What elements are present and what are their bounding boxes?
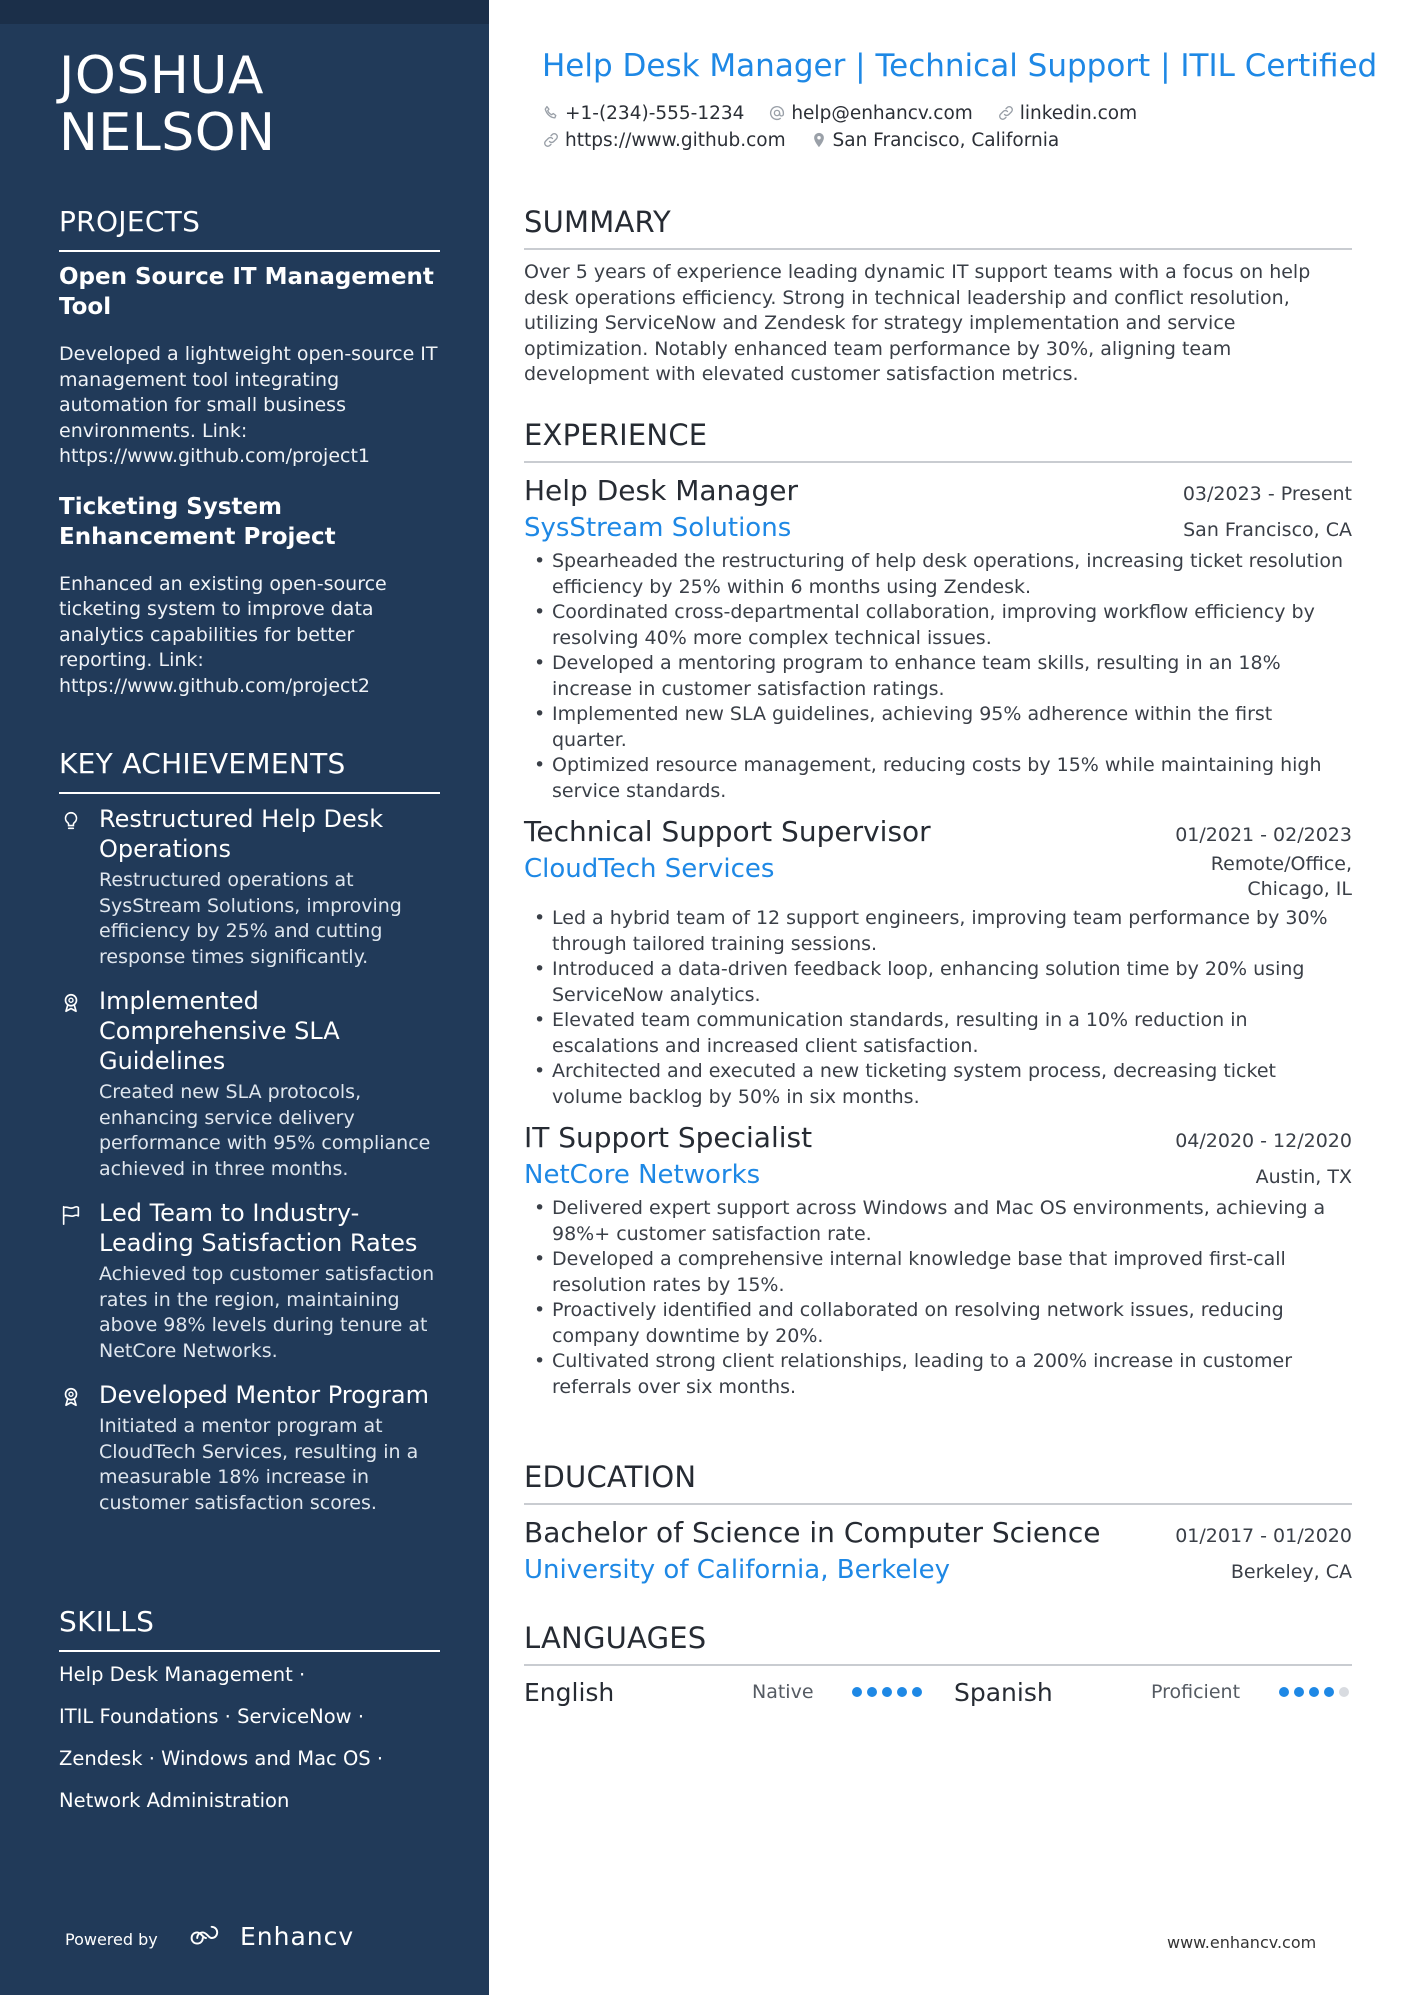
job-header: [524, 471, 1352, 511]
education-title: EDUCATION: [524, 1459, 1352, 1505]
achievement-title: Implemented Comprehensive SLA Guidelines: [99, 987, 340, 1075]
languages-row: [524, 1674, 1352, 1710]
job-title: IT Support Specialist: [524, 1121, 813, 1154]
job-entry: [524, 471, 1352, 804]
achievement-item: [59, 986, 440, 1182]
project-description: Enhanced an existing open-source ticketing system to improve data analytics capabilities for better reporting. Link: https://www.github.com/project2: [59, 572, 387, 697]
contact-github[interactable]: [542, 127, 786, 154]
enhancv-logo-icon: [184, 1922, 234, 1952]
name-last: NELSON: [59, 103, 276, 163]
contact-row: [542, 127, 1362, 154]
achievement-title: Developed Mentor Program: [99, 1381, 429, 1409]
contact-email[interactable]: [768, 100, 972, 127]
job-bullet: • Architected and executed a new ticketing system process, decreasing ticket volume backlog by 50% in six months.: [524, 1059, 1352, 1110]
job-bullet: • Coordinated cross-departmental collaboration, improving workflow efficiency by resolving 40% more complex technical issues.: [524, 600, 1352, 651]
job-location: Austin, TX: [1255, 1166, 1352, 1188]
rating-dot-filled: [1294, 1687, 1304, 1697]
rating-dot-filled: [1324, 1687, 1334, 1697]
language-level: Native: [752, 1681, 814, 1703]
language-level: Proficient: [1151, 1681, 1241, 1703]
contact-linkedin[interactable]: [997, 100, 1137, 127]
achievement-item: [59, 1198, 440, 1364]
job-subheader: [524, 1158, 1352, 1192]
sidebar: [0, 0, 489, 1995]
link-icon: [542, 131, 560, 149]
achievement-description: Created new SLA protocols, enhancing service delivery performance with 95% compliance achieved in three months.: [99, 1081, 431, 1180]
job-bullets: [524, 549, 1352, 804]
github-text: https://www.github.com: [565, 130, 786, 151]
contact-phone[interactable]: [542, 100, 744, 127]
company-name[interactable]: CloudTech Services: [524, 854, 775, 884]
job-bullets: [524, 906, 1352, 1110]
company-name[interactable]: NetCore Networks: [524, 1160, 761, 1190]
job-bullet: • Implemented new SLA guidelines, achieving 95% adherence within the first quarter.: [524, 702, 1352, 753]
job-location-line: Remote/Office,: [1210, 853, 1352, 875]
flag-icon: [60, 1204, 82, 1226]
projects-title: PROJECTS: [59, 204, 440, 252]
at-icon: [768, 104, 786, 122]
education-date: 01/2017 - 01/2020: [1175, 1525, 1352, 1547]
job-subheader: [524, 511, 1352, 545]
summary-section: [524, 204, 1352, 388]
education-header: [524, 1513, 1352, 1553]
achievements-title: KEY ACHIEVEMENTS: [59, 746, 440, 794]
achievements-section: [59, 746, 440, 1532]
job-header: [524, 1118, 1352, 1158]
language-rating: [852, 1687, 922, 1697]
language-item: [524, 1678, 954, 1707]
project-item: [59, 492, 440, 700]
achievement-title: Restructured Help Desk Operations: [99, 805, 384, 863]
language-name: Spanish: [954, 1677, 1053, 1707]
project-description: Developed a lightweight open-source IT management tool integrating automation for small business environments. Link: https://www.github.com/project1: [59, 343, 438, 467]
job-entry: [524, 812, 1352, 1110]
job-bullet: • Cultivated strong client relationships, leading to a 200% increase in customer referrals over six months.: [524, 1349, 1352, 1400]
job-subheader: [524, 852, 1352, 902]
job-bullet: • Led a hybrid team of 12 support engineers, improving team performance by 30% through tailored training sessions.: [524, 906, 1352, 957]
skill-line: Zendesk · Windows and Mac OS ·: [59, 1747, 384, 1770]
achievement-description: Restructured operations at SysStream Solutions, improving efficiency by 25% and cutting response times significantly.: [99, 869, 402, 968]
school-name[interactable]: University of California, Berkeley: [524, 1555, 950, 1585]
job-bullet: • Developed a mentoring program to enhance team skills, resulting in an 18% increase in customer satisfaction ratings.: [524, 651, 1352, 702]
education-location: Berkeley, CA: [1230, 1561, 1352, 1583]
job-bullet: • Delivered expert support across Windows and Mac OS environments, achieving a 98%+ customer satisfaction rate.: [524, 1196, 1352, 1247]
link-icon: [997, 104, 1015, 122]
email-text: help@enhancv.com: [791, 103, 973, 124]
achievement-title: Led Team to Industry-Leading Satisfaction Rates: [99, 1199, 418, 1257]
sidebar-top-band: [0, 0, 489, 24]
job-date: 01/2021 - 02/2023: [1175, 824, 1352, 846]
rating-dot-filled: [912, 1687, 922, 1697]
job-bullet: • Elevated team communication standards, resulting in a 10% reduction in escalations and increased client satisfaction.: [524, 1008, 1352, 1059]
award-icon: [60, 992, 82, 1014]
degree-title: Bachelor of Science in Computer Science: [524, 1516, 1101, 1549]
achievement-description: Initiated a mentor program at CloudTech Services, resulting in a measurable 18% increase in customer satisfaction scores.: [99, 1415, 419, 1514]
project-item: [59, 262, 440, 470]
experience-section: [524, 417, 1352, 1400]
rating-dot-filled: [852, 1687, 862, 1697]
summary-title: SUMMARY: [524, 204, 1352, 250]
skill-line: Help Desk Management ·: [59, 1663, 306, 1686]
headline: Help Desk Manager | Technical Support | ITIL Certified: [542, 48, 1378, 84]
projects-section: [59, 204, 440, 721]
project-title: Open Source IT Management Tool: [59, 264, 434, 320]
skills-title: SKILLS: [59, 1604, 440, 1652]
contact-info: [542, 100, 1362, 154]
project-title: Ticketing System Enhancement Project: [59, 493, 336, 550]
rating-dot-filled: [1279, 1687, 1289, 1697]
job-location: San Francisco, CA: [1183, 519, 1352, 541]
skill-line: Network Administration: [59, 1789, 290, 1812]
job-date: 04/2020 - 12/2020: [1175, 1130, 1352, 1152]
job-bullet: • Introduced a data-driven feedback loop, enhancing solution time by 20% using ServiceNow analytics.: [524, 957, 1352, 1008]
rating-dot-filled: [882, 1687, 892, 1697]
skills-section: [59, 1604, 440, 1822]
job-location-line: Chicago, IL: [1247, 878, 1352, 900]
job-date: 03/2023 - Present: [1182, 483, 1352, 505]
name-first: JOSHUA: [59, 46, 265, 106]
job-bullet: • Proactively identified and collaborated on resolving network issues, reducing company downtime by 20%.: [524, 1298, 1352, 1349]
footer-url[interactable]: www.enhancv.com: [1167, 1933, 1317, 1952]
rating-dot-filled: [867, 1687, 877, 1697]
rating-dot-filled: [1309, 1687, 1319, 1697]
award-icon: [60, 1386, 82, 1408]
job-bullet: • Spearheaded the restructuring of help desk operations, increasing ticket resolution efficiency by 25% within 6 months using Zendesk.: [524, 549, 1352, 600]
linkedin-text: linkedin.com: [1019, 103, 1138, 124]
summary-text: Over 5 years of experience leading dynamic IT support teams with a focus on help desk operations efficiency. Strong in technical leadership and conflict resolution, utilizing ServiceNow and Zendesk for strategy implementation and service optimization. Notably enhanced team performance by 30%, aligning team development with elevated customer satisfaction metrics.: [524, 261, 1311, 385]
rating-dot-empty: [1339, 1687, 1349, 1697]
education-section: [524, 1459, 1352, 1587]
education-subheader: [524, 1553, 1352, 1587]
job-bullets: [524, 1196, 1352, 1400]
powered-by-label: Powered by: [65, 1930, 158, 1949]
language-rating: [1279, 1687, 1349, 1697]
location-pin-icon: [810, 131, 828, 149]
enhancv-brand-name: Enhancv: [240, 1922, 355, 1951]
contact-location: [810, 127, 1060, 154]
job-title: Technical Support Supervisor: [524, 815, 931, 848]
language-item: [954, 1678, 1352, 1707]
language-name: English: [524, 1677, 615, 1707]
job-bullet: • Optimized resource management, reducing costs by 15% while maintaining high service standards.: [524, 753, 1352, 804]
phone-text: +1-(234)-555-1234: [565, 103, 745, 124]
rating-dot-filled: [897, 1687, 907, 1697]
location-text: San Francisco, California: [832, 130, 1060, 151]
candidate-name: [59, 48, 459, 162]
experience-title: EXPERIENCE: [524, 417, 1352, 463]
achievement-description: Achieved top customer satisfaction rates in the region, maintaining above 98% levels during tenure at NetCore Networks.: [99, 1263, 435, 1362]
achievement-item: [59, 804, 440, 970]
contact-row: [542, 100, 1362, 127]
lightbulb-icon: [60, 810, 82, 832]
languages-section: [524, 1620, 1352, 1710]
job-entry: [524, 1118, 1352, 1400]
job-header: [524, 812, 1352, 852]
company-name[interactable]: SysStream Solutions: [524, 513, 792, 543]
job-bullet: • Developed a comprehensive internal knowledge base that improved first-call resolution rates by 15%.: [524, 1247, 1352, 1298]
skill-line: ITIL Foundations · ServiceNow ·: [59, 1705, 365, 1728]
education-entry: [524, 1513, 1352, 1587]
achievement-item: [59, 1380, 440, 1516]
phone-icon: [542, 104, 560, 122]
job-location: [1211, 852, 1352, 902]
languages-title: LANGUAGES: [524, 1620, 1352, 1666]
job-title: Help Desk Manager: [524, 474, 798, 507]
